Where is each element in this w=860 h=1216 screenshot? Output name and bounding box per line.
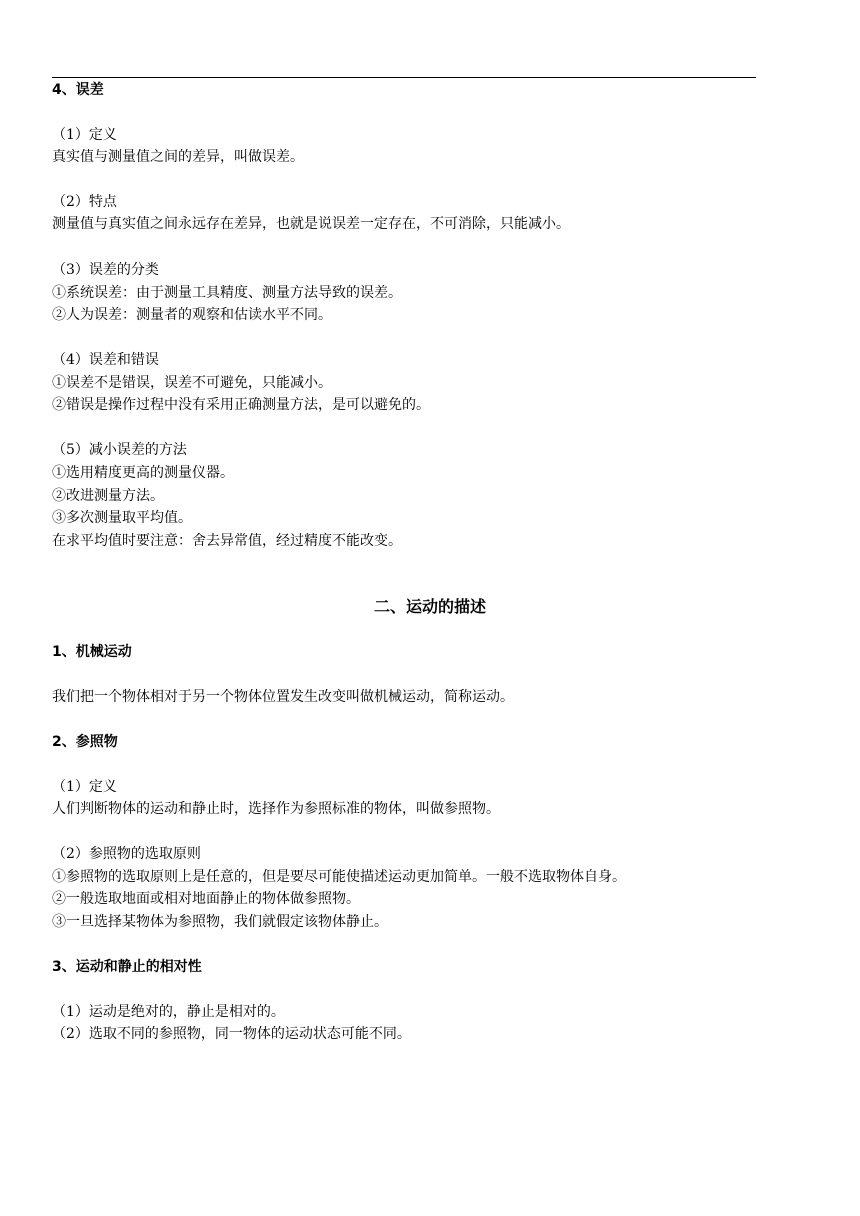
subheading-classification: （3）误差的分类: [52, 262, 159, 278]
characteristics-text: 测量值与真实值之间永远存在差异，也就是说误差一定存在，不可消除，只能减小。: [52, 216, 570, 232]
section-heading-mechanical-motion: 1、机械运动: [52, 644, 132, 660]
subheading-characteristics: （2）特点: [52, 194, 117, 210]
relativity-item: （2）选取不同的参照物，同一物体的运动状态可能不同。: [52, 1026, 411, 1042]
reference-principle-item: ②一般选取地面或相对地面静止的物体做参照物。: [52, 891, 360, 907]
section-heading-relativity: 3、运动和静止的相对性: [52, 959, 202, 975]
reduce-error-item: ③多次测量取平均值。: [52, 510, 192, 526]
chapter-title-motion: 二、运动的描述: [373, 597, 486, 616]
subheading-reference-principles: （2）参照物的选取原则: [52, 846, 201, 862]
subheading-reduce-error: （5）减小误差的方法: [52, 442, 187, 458]
mechanical-motion-text: 我们把一个物体相对于另一个物体位置发生改变叫做机械运动，简称运动。: [52, 689, 514, 705]
subheading-reference-definition: （1）定义: [52, 779, 117, 795]
reduce-error-item: ②改进测量方法。: [52, 488, 164, 504]
section-heading-reference-object: 2、参照物: [52, 734, 118, 750]
classification-item: ②人为误差：测量者的观察和估读水平不同。: [52, 307, 332, 323]
error-vs-mistake-item: ①误差不是错误，误差不可避免，只能减小。: [52, 375, 332, 391]
section-heading-error: 4、误差: [52, 82, 104, 98]
subheading-error-vs-mistake: （4）误差和错误: [52, 352, 159, 368]
classification-item: ①系统误差：由于测量工具精度、测量方法导致的误差。: [52, 285, 402, 301]
reference-definition-text: 人们判断物体的运动和静止时，选择作为参照标准的物体，叫做参照物。: [52, 801, 500, 817]
reference-principle-item: ①参照物的选取原则上是任意的，但是要尽可能使描述运动更加简单。一般不选取物体自身。: [52, 869, 626, 885]
page-top-rule: [52, 77, 756, 78]
definition-text: 真实值与测量值之间的差异，叫做误差。: [52, 149, 304, 165]
error-vs-mistake-item: ②错误是操作过程中没有采用正确测量方法，是可以避免的。: [52, 397, 430, 413]
subheading-definition: （1）定义: [52, 127, 117, 143]
reference-principle-item: ③一旦选择某物体为参照物，我们就假定该物体静止。: [52, 914, 388, 930]
reduce-error-note: 在求平均值时要注意：舍去异常值，经过精度不能改变。: [52, 533, 402, 549]
relativity-item: （1）运动是绝对的，静止是相对的。: [52, 1004, 285, 1020]
reduce-error-item: ①选用精度更高的测量仪器。: [52, 465, 234, 481]
